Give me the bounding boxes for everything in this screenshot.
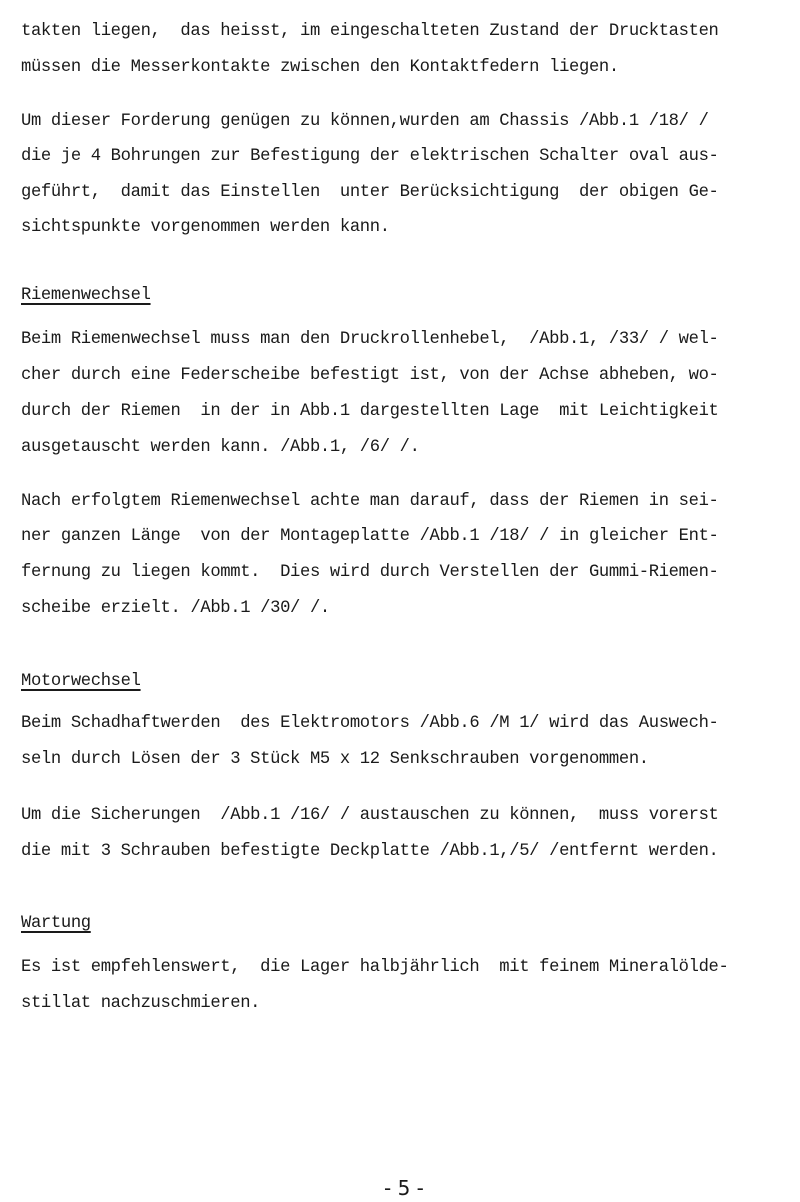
text-line: die mit 3 Schrauben befestigte Deckplatte /Abb.1,/5/ /entfernt werden. [21,842,719,861]
text-line: Beim Riemenwechsel muss man den Druckrollenhebel, /Abb.1, /33/ / wel- [21,330,719,349]
text-line: seln durch Lösen der 3 Stück M5 x 12 Senkschrauben vorgenommen. [21,750,649,769]
section-heading: Riemenwechsel [21,286,151,305]
text-line: Nach erfolgtem Riemenwechsel achte man darauf, dass der Riemen in sei- [21,492,719,511]
text-line: scheibe erzielt. /Abb.1 /30/ /. [21,599,330,618]
text-line: Um dieser Forderung genügen zu können,wurden am Chassis /Abb.1 /18/ / [21,112,709,131]
text-line: cher durch eine Federscheibe befestigt ist, von der Achse abheben, wo- [21,366,719,385]
text-line: stillat nachzuschmieren. [21,994,261,1013]
text-line: takten liegen, das heisst, im eingeschalteten Zustand der Drucktasten [21,22,719,41]
text-line: Beim Schadhaftwerden des Elektromotors /Abb.6 /M 1/ wird das Auswech- [21,714,719,733]
text-line: müssen die Messerkontakte zwischen den Kontaktfedern liegen. [21,58,619,77]
text-line: die je 4 Bohrungen zur Befestigung der elektrischen Schalter oval aus- [21,147,719,166]
text-line: durch der Riemen in der in Abb.1 dargestellten Lage mit Leichtigkeit [21,402,719,421]
text-line: geführt, damit das Einstellen unter Berücksichtigung der obigen Ge- [21,183,719,202]
text-line: Um die Sicherungen /Abb.1 /16/ / austauschen zu können, muss vorerst [21,806,719,825]
text-line: sichtspunkte vorgenommen werden kann. [21,218,390,237]
text-line: ausgetauscht werden kann. /Abb.1, /6/ /. [21,438,420,457]
text-line: Es ist empfehlenswert, die Lager halbjährlich mit feinem Mineralölde- [21,958,729,977]
text-line: ner ganzen Länge von der Montageplatte /Abb.1 /18/ / in gleicher Ent- [21,527,719,546]
page-number: - 5 - [384,1176,424,1200]
section-heading: Wartung [21,914,91,933]
section-heading: Motorwechsel [21,672,141,691]
text-line: fernung zu liegen kommt. Dies wird durch Verstellen der Gummi-Riemen- [21,563,719,582]
